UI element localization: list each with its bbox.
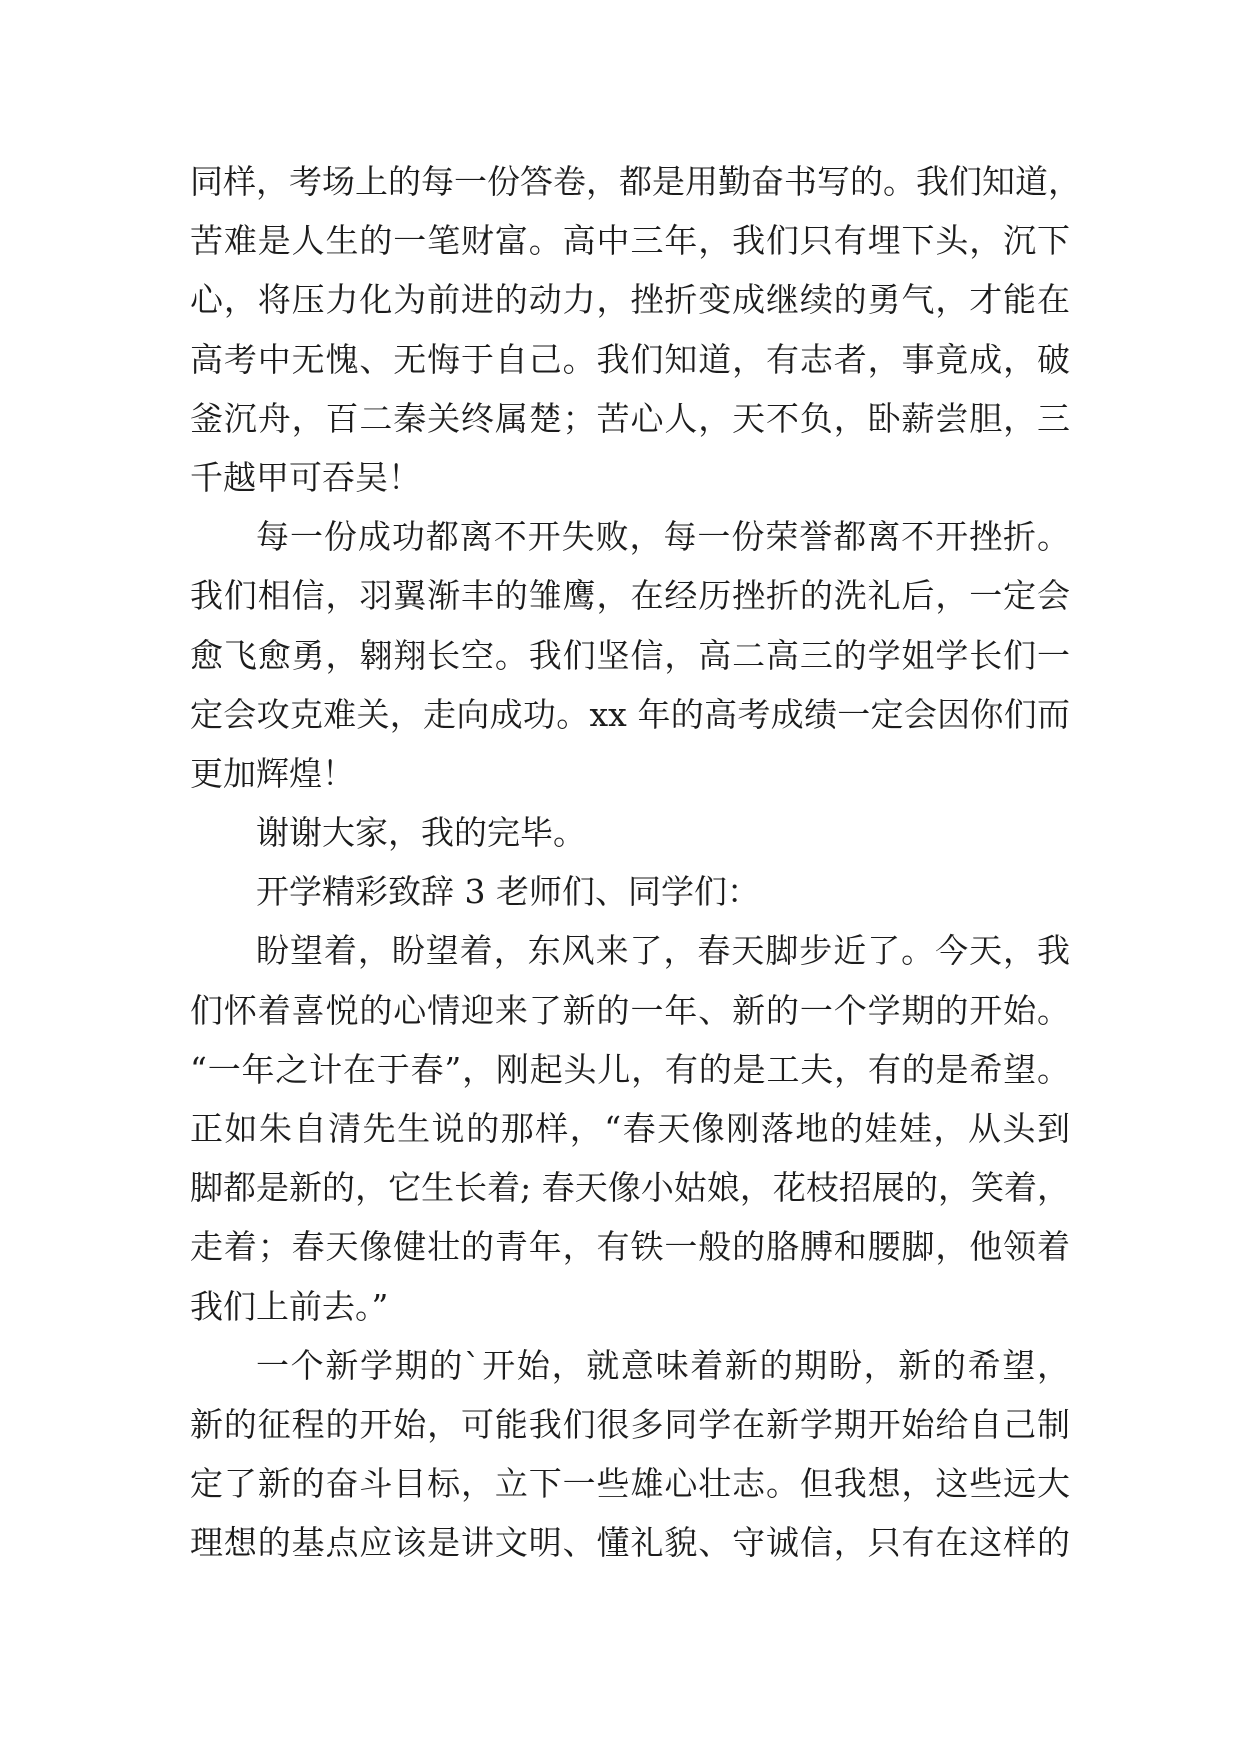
text-line: 脚都是新的，它生长着; 春天像小姑娘，花枝招展的，笑着， bbox=[190, 1168, 1070, 1208]
text-line: 苦难是人生的一笔财富。高中三年，我们只有埋下头，沉下 bbox=[190, 221, 1070, 261]
text-line: 我们上前去。” bbox=[190, 1286, 389, 1326]
text-line: 心，将压力化为前进的动力，挫折变成继续的勇气，才能在 bbox=[190, 280, 1070, 320]
paragraph-first-line: 一个新学期的`开始，就意味着新的期盼，新的希望， bbox=[256, 1345, 1070, 1385]
text-line: 愈飞愈勇，翱翔长空。我们坚信，高二高三的学姐学长们一 bbox=[190, 635, 1070, 675]
text-line: 理想的基点应该是讲文明、懂礼貌、守诚信，只有在这样的 bbox=[190, 1523, 1070, 1563]
paragraph-first-line: 每一份成功都离不开失败，每一份荣誉都离不开挫折。 bbox=[256, 517, 1070, 557]
paragraph-first-line: 盼望着，盼望着，东风来了，春天脚步近了。今天，我 bbox=[256, 931, 1070, 971]
text-line: 千越甲可吞吴！ bbox=[190, 457, 421, 497]
text-line: 们怀着喜悦的心情迎来了新的一年、新的一个学期的开始。 bbox=[190, 990, 1070, 1030]
section-heading: 开学精彩致辞 3 老师们、同学们： bbox=[256, 872, 760, 912]
text-line: 定会攻克难关，走向成功。xx 年的高考成绩一定会因你们而 bbox=[190, 694, 1070, 734]
paragraph-first-line: 谢谢大家，我的完毕。 bbox=[256, 813, 586, 853]
text-line: 我们相信，羽翼渐丰的雏鹰，在经历挫折的洗礼后，一定会 bbox=[190, 576, 1070, 616]
text-line: 定了新的奋斗目标，立下一些雄心壮志。但我想，这些远大 bbox=[190, 1464, 1070, 1504]
text-line: 走着；春天像健壮的青年，有铁一般的胳膊和腰脚，他领着 bbox=[190, 1227, 1070, 1267]
text-line: 高考中无愧、无悔于自己。我们知道，有志者，事竟成，破 bbox=[190, 339, 1070, 379]
text-line: 更加辉煌！ bbox=[190, 753, 355, 793]
text-line: 正如朱自清先生说的那样，“春天像刚落地的娃娃，从头到 bbox=[190, 1109, 1070, 1148]
body-text bbox=[190, 152, 1081, 1573]
text-line: “一年之计在于春”，刚起头儿，有的是工夫，有的是希望。 bbox=[190, 1049, 1070, 1089]
text-line: 釜沉舟，百二秦关终属楚；苦心人，天不负，卧薪尝胆，三 bbox=[190, 398, 1070, 438]
text-line: 同样，考场上的每一份答卷，都是用勤奋书写的。我们知道， bbox=[190, 162, 1081, 201]
text-line: 新的征程的开始，可能我们很多同学在新学期开始给自己制 bbox=[190, 1404, 1070, 1444]
